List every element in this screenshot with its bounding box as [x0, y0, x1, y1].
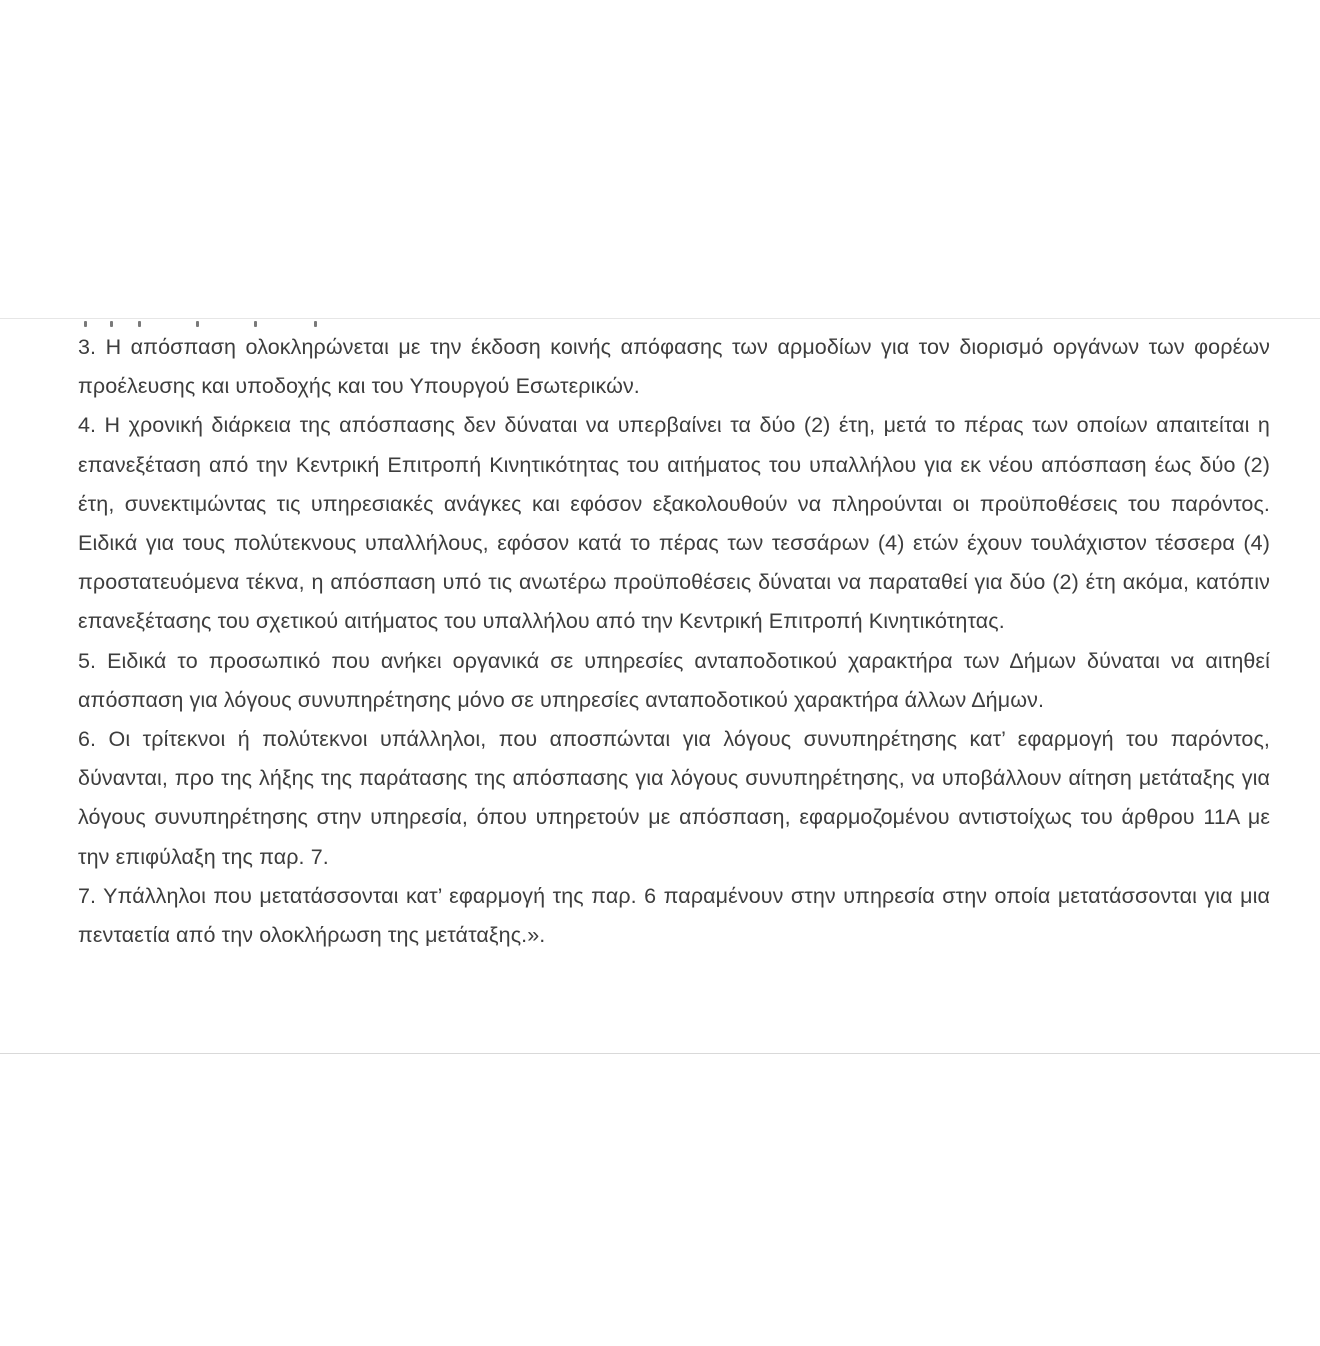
- paragraph-4: 4. Η χρονική διάρκεια της απόσπασης δεν δύναται να υπερβαίνει τα δύο (2) έτη, μετά το πέρας των οποίων απαιτείται η επανεξέταση από την Κεντρική Επιτροπή Κινητικότητας του αιτήματος του υπαλλήλου για εκ νέου απόσπαση έως δύο (2) έτη, συνεκτιμώντας τις υπηρεσιακές ανάγκες και εφόσον εξακολουθούν να πληρούνται οι προϋποθέσεις του παρόντος. Ειδικά για τους πολύτεκνους υπαλλήλους, εφόσον κατά το πέρας των τεσσάρων (4) ετών έχουν τουλάχιστον τέσσερα (4) προστατευόμενα τέκνα, η απόσπαση υπό τις ανωτέρω προϋποθέσεις δύναται να παραταθεί για δύο (2) έτη ακόμα, κατόπιν επανεξέτασης του σχετικού αιτήματος του υπαλλήλου από την Κεντρική Επιτροπή Κινητικότητας.: [78, 413, 1270, 634]
- paragraph-5: 5. Ειδικά το προσωπικό που ανήκει οργανικά σε υπηρεσίες ανταποδοτικού χαρακτήρα των Δήμων δύναται να αιτηθεί απόσπαση για λόγους συνυπηρέτησης μόνο σε υπηρεσίες ανταποδοτικού χαρακτήρα άλλων Δήμων.: [78, 648, 1270, 712]
- document-page-excerpt: [0, 318, 1320, 1054]
- paragraph-7: 7. Υπάλληλοι που μετατάσσονται κατ’ εφαρμογή της παρ. 6 παραμένουν στην υπηρεσία στην οποία μετατάσσονται για μια πενταετία από την ολοκλήρωση της μετάταξης.».: [78, 883, 1270, 948]
- paragraph-3: 3. Η απόσπαση ολοκληρώνεται με την έκδοση κοινής απόφασης των αρμοδίων για τον διορισμό οργάνων των φορέων προέλευσης και υποδοχής και του Υπουργού Εσωτερικών.: [78, 335, 1270, 399]
- paragraph-6: 6. Οι τρίτεκνοι ή πολύτεκνοι υπάλληλοι, που αποσπώνται για λόγους συνυπηρέτησης κατ’ εφαρμογή του παρόντος, δύνανται, προ της λήξης της παράτασης της απόσπασης για λόγους συνυπηρέτησης, να υποβάλλουν αίτηση μετάταξης για λόγους συνυπηρέτησης στην υπηρεσία, όπου υπηρετούν με απόσπαση, εφαρμοζομένου αντιστοίχως του άρθρου 11Α με την επιφύλαξη της παρ. 7.: [78, 727, 1270, 869]
- document-body: [78, 328, 1270, 955]
- cropped-previous-line: [78, 321, 338, 327]
